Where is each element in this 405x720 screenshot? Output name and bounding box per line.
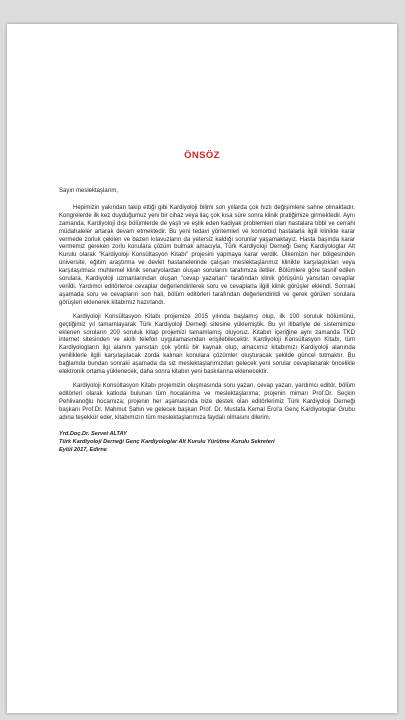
paragraph-1: Hepimizin yakından takip ettiği gibi Kardiyoloji bilimi son yıllarda çok hızlı değişimlere sahne olmaktadır. Kongrelerde ilk kez duyduğumuz yeni bir cihaz veya ilaç çok kısa süre sonra klinik pratiğimize girmektedir. Aynı zamanda, Kardiyoloji dışı bölümlerde de yaşlı ve eşlik eden kadiyak problemleri olan hastalara tıbbi ve cerrahi müdahaleler artarak devam etmektedir. Bu yeni tedavi yöntemleri ve komorbid hastalarla ilgili klinikte karar vermede zorluk çekilen ve bazen kılavuzların da yetersiz kaldığı sorunlar yaşamaktayız. Hasta başında karar vermemiz gereken zorlu konulara çözüm bulmak amacıyla, Türk Kardiyoloji Derneği Genç Kardiyologlar Alt Kurulu olarak "Kardiyoloji Konsültasyon Kitabı" projesini yapmaya karar verdik. Ülkemizin her bölgesinden üniversite, eğitim araştırma ve devlet hastanelerinde çalışan meslektaşlarımız klinikte karşılaştıkları veya karşılaşılması muhtemel klinik senaryolardan oluşan sorularını tarafımıza iletiler. Bölümlere göre tasnif edilen sorulara, Kardiyoloji uzmanlarından oluşan "cevap yazarları" tarafından klinik görüşünü yansıtan cevaplar verildi. Yardımcı editörlerce cevaplar değerlendirilerek soru ve cevaplarla ilgili klinik görüşler eklendi. Sonraki aşamada soru ve cevapların son hali, bölüm editörleri tarafından değerlendirildi ve gerek görülen sorulara görüşleri eklenerek kitabımız hazırlandı.	[59, 204, 355, 306]
document-body	[59, 188, 355, 454]
paragraph-2: Kardiyoloji Konsültasyon Kitabı projemize 2015 yılında başlamış olup, ilk 100 soruluk bölümünü, geçtiğimiz yıl tamamlayarak Türk Kardiyoloji Derneği sitesine yüklemiştik. Bu yıl itibariyle de sistemimize eklenen soruların 200 soruluk kitap projemizi tamamlamış oluyoruz. Kitabın içeriğine aynı zamanda TKD internet sitesinden ve akıllı telefon uygulamasından erişilebilecektir. Kardiyoloji Konsültasyon Kitabı, tüm Kardiyologların ilgi alanını yansıtan çok yönlü bir kaynak olup, amacımız kitabımızı Kardiyoloji alanında yeniliklerle ilgili karşılaşılacak zorda kalınan konulara çözümler oluşturacak şekilde güncel tutmaktır. Bu bağlamda bundan sonraki aşamada da siz meslektaşlarımızdan gelecek yeni sorular cevaplanarak öncelikle elektronik ortama yüklenecek, daha sonra kitabın yeni baskılarına eklenecektir.	[59, 313, 355, 376]
signature-name: Yrd.Doç.Dr. Servet ALTAY	[59, 431, 127, 438]
signature-role: Türk Kardiyoloji Derneği Genç Kardiyologlar Alt Kurulu Yürütme Kurulu Sekreteri	[59, 439, 275, 446]
signature-block	[59, 430, 355, 454]
signature-place-date: Eylül 2017, Edirne	[59, 447, 107, 454]
paragraph-3: Kardiyoloji Konsültasyon Kitabı projemizin oluşmasında soru yazarı, cevap yazarı, yardımcı editör, bölüm editörleri olarak katkıda bulunan tüm hocalarıma ve meslektaşlarıma; projenin mimarı Prof.Dr. Seçkin Pehlivanoğlu hocamıza; projenin her aşamasında bize destek olan editörlerimiz Türk Kardiyoloji Derneği başkanı Prof.Dr. Mahmut Şahin ve gelecek başkan Prof. Dr. Mustafa Kemal Erol'a Genç Kardiyologlar Grubu adına teşekkür eder, kitabımızın tüm meslektaşlarımıza faydalı olmasını dilerim.	[59, 382, 355, 421]
page-title: ÖNSÖZ	[184, 150, 220, 161]
greeting: Sayın meslektaşlarım,	[59, 188, 119, 194]
document-page	[7, 24, 397, 713]
